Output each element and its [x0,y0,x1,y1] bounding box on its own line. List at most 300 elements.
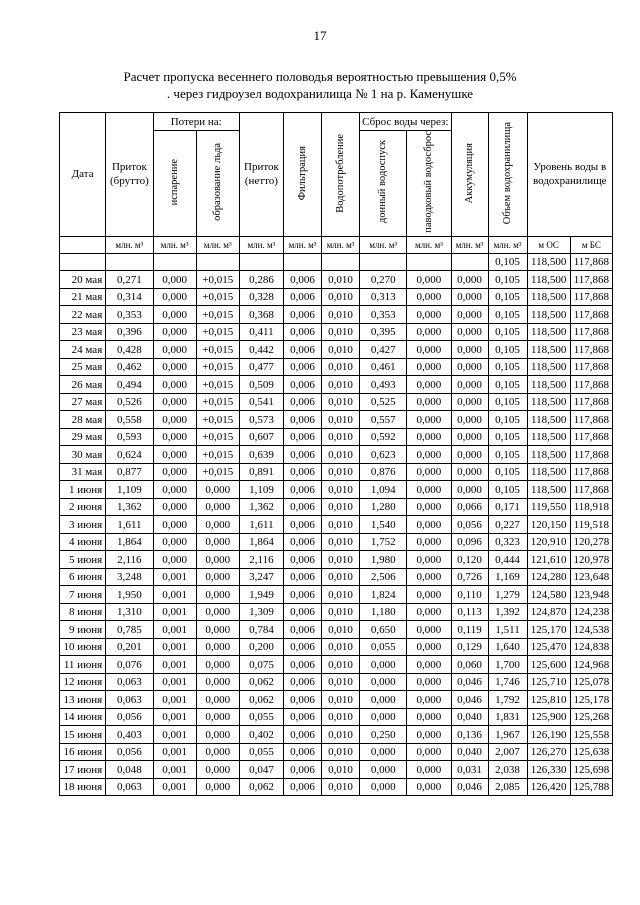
table-cell: 117,868 [570,271,612,289]
date-cell: 4 июня [60,533,106,551]
table-cell: 0,573 [239,411,283,429]
table-cell: 0,000 [451,411,488,429]
table-cell: 0,129 [451,638,488,656]
table-row [60,393,613,411]
table-cell: 1,362 [239,498,283,516]
initial-row [60,253,613,271]
table-cell: 0,000 [451,341,488,359]
table-cell: 0,000 [451,306,488,324]
date-cell: 28 мая [60,411,106,429]
table-cell: 0,784 [239,621,283,639]
table-cell: 0,000 [196,568,239,586]
title-line-2: . через гидроузел водохранилища № 1 на р. Каменушке [166,86,474,101]
table-cell: 0,000 [153,323,196,341]
table-cell: 1,280 [360,498,407,516]
table-cell: 0,006 [284,428,322,446]
table-cell: 0,105 [488,288,527,306]
table-cell: 0,171 [488,498,527,516]
header-inflow-net: Приток (нетто) [239,113,283,237]
table-cell: 0,877 [106,463,153,481]
table-cell: 117,868 [570,288,612,306]
table-cell: 125,178 [570,691,612,709]
header-discharge: Сброс воды через: [360,113,451,131]
table-cell: 0,000 [153,446,196,464]
table-cell: 1,864 [239,533,283,551]
table-cell: 0,006 [284,306,322,324]
date-cell: 29 мая [60,428,106,446]
table-cell: 118,500 [527,288,570,306]
header-water-level: Уровень воды в водохранилище [527,113,612,237]
table-cell: 0,442 [239,341,283,359]
table-cell: 0,593 [106,428,153,446]
table-cell: 0,010 [322,516,360,534]
unit-cell: млн. м³ [106,236,153,253]
table-row [60,376,613,394]
table-cell: 0,000 [451,446,488,464]
table-cell [407,253,451,271]
table-row [60,621,613,639]
table-cell: 0,000 [360,708,407,726]
table-cell: +0,015 [196,393,239,411]
table-cell: 118,500 [527,271,570,289]
table-cell: 125,170 [527,621,570,639]
date-cell: 24 мая [60,341,106,359]
table-cell: 0,110 [451,586,488,604]
table-cell: 0,105 [488,323,527,341]
table-cell: 0,000 [407,743,451,761]
table-cell: 119,550 [527,498,570,516]
table-cell: 0,001 [153,761,196,779]
table-cell: +0,015 [196,428,239,446]
table-cell: 0,010 [322,638,360,656]
table-cell: 125,078 [570,673,612,691]
table-cell: 0,000 [407,621,451,639]
table-cell: 0,000 [407,323,451,341]
table-cell: 117,868 [570,428,612,446]
table-cell: 0,060 [451,656,488,674]
table-cell: +0,015 [196,323,239,341]
table-row [60,761,613,779]
table-cell: 0,461 [360,358,407,376]
table-cell: 0,477 [239,358,283,376]
table-cell: 0,063 [106,673,153,691]
table-cell: 0,056 [106,708,153,726]
table-cell: 0,010 [322,586,360,604]
table-row [60,743,613,761]
table-cell: +0,015 [196,358,239,376]
table-cell: 117,868 [570,411,612,429]
table-cell: 117,868 [570,341,612,359]
date-cell: 21 мая [60,288,106,306]
table-row [60,603,613,621]
table-cell: 3,248 [106,568,153,586]
unit-cell: м БС [570,236,612,253]
table-row [60,358,613,376]
date-cell: 10 июня [60,638,106,656]
table-cell: 118,500 [527,428,570,446]
table-cell: 1,864 [106,533,153,551]
table-cell: 118,500 [527,393,570,411]
table-cell: 0,000 [360,743,407,761]
table-cell: 0,046 [451,691,488,709]
table-cell: 1,109 [106,481,153,499]
table-cell: 0,000 [407,568,451,586]
table-cell: 0,000 [407,341,451,359]
table-row [60,533,613,551]
table-cell: 1,180 [360,603,407,621]
table-cell: 0,010 [322,306,360,324]
date-cell: 26 мая [60,376,106,394]
table-cell: 0,000 [153,498,196,516]
table-row [60,568,613,586]
date-cell: 9 июня [60,621,106,639]
table-cell: 125,638 [570,743,612,761]
table-cell: 118,500 [527,463,570,481]
table-cell: 2,116 [106,551,153,569]
table-cell: 0,006 [284,376,322,394]
table-cell: 0,200 [239,638,283,656]
initial-volume: 0,105 [488,253,527,271]
date-cell: 3 июня [60,516,106,534]
table-cell: 0,010 [322,551,360,569]
table-cell: 117,868 [570,376,612,394]
table-row [60,726,613,744]
table-cell: 0,031 [451,761,488,779]
table-cell: 0,001 [153,778,196,796]
table-cell: 0,006 [284,533,322,551]
table-cell: 0,558 [106,411,153,429]
table-cell: 0,136 [451,726,488,744]
table-cell: 125,470 [527,638,570,656]
table-cell: 0,000 [407,726,451,744]
table-cell: 2,085 [488,778,527,796]
table-cell: 0,001 [153,638,196,656]
table-cell: 0,040 [451,743,488,761]
date-cell: 22 мая [60,306,106,324]
table-cell: 118,500 [527,306,570,324]
unit-cell: млн. м³ [407,236,451,253]
table-cell: 0,010 [322,743,360,761]
table-cell: 118,500 [527,323,570,341]
table-cell: 118,500 [527,341,570,359]
table-cell: 0,047 [239,761,283,779]
table-cell: 0,001 [153,656,196,674]
table-cell: 2,038 [488,761,527,779]
table-cell: 0,000 [153,393,196,411]
date-cell: 6 июня [60,568,106,586]
table-cell [106,253,153,271]
unit-cell-date [60,236,106,253]
table-cell: 117,868 [570,358,612,376]
table-cell [196,253,239,271]
table-cell: 0,006 [284,446,322,464]
table-cell: 0,000 [407,761,451,779]
table-cell: 0,001 [153,743,196,761]
table-cell: 0,010 [322,673,360,691]
header-flood-spillway: паводковый водосброс [407,131,451,237]
table-row [60,323,613,341]
table-cell: 125,900 [527,708,570,726]
table-row [60,288,613,306]
table-cell: 0,541 [239,393,283,411]
table-cell: 0,000 [407,376,451,394]
table-cell: 0,001 [153,586,196,604]
header-ice-formation: образование льда [196,131,239,237]
table-cell: 1,611 [239,516,283,534]
table-cell: 0,040 [451,708,488,726]
table-cell: 0,010 [322,481,360,499]
table-cell: 117,868 [570,323,612,341]
table-cell [451,253,488,271]
table-cell: 0,726 [451,568,488,586]
date-cell: 13 июня [60,691,106,709]
table-cell: 0,006 [284,498,322,516]
table-cell: 0,494 [106,376,153,394]
table-cell: 0,353 [106,306,153,324]
header-water-consumption: Водопотребление [322,113,360,237]
table-cell: 0,010 [322,341,360,359]
date-cell: 1 июня [60,481,106,499]
table-cell: 0,046 [451,673,488,691]
table-cell: 0,010 [322,463,360,481]
table-cell: 1,511 [488,621,527,639]
table-cell: 0,000 [407,288,451,306]
table-cell: 2,007 [488,743,527,761]
table-cell: 0,000 [360,656,407,674]
table-cell: 2,116 [239,551,283,569]
date-cell: 14 июня [60,708,106,726]
table-row [60,551,613,569]
table-cell: 0,006 [284,603,322,621]
table-cell: 2,506 [360,568,407,586]
table-cell: +0,015 [196,271,239,289]
table-cell: 0,063 [106,778,153,796]
table-cell: 0,650 [360,621,407,639]
date-cell: 2 июня [60,498,106,516]
table-cell: 124,838 [570,638,612,656]
table-cell: 120,278 [570,533,612,551]
header-inflow-gross: Приток (брутто) [106,113,153,237]
table-cell: 0,462 [106,358,153,376]
table-cell: 0,075 [239,656,283,674]
table-cell: 1,109 [239,481,283,499]
table-row [60,446,613,464]
table-cell: 0,000 [407,551,451,569]
table-cell: 0,000 [196,586,239,604]
table-cell: 0,201 [106,638,153,656]
table-cell: 125,788 [570,778,612,796]
date-cell: 12 июня [60,673,106,691]
table-cell: 0,227 [488,516,527,534]
table-cell: 124,870 [527,603,570,621]
table-cell: 0,006 [284,691,322,709]
table-cell: 125,698 [570,761,612,779]
table-cell: 0,105 [488,271,527,289]
table-cell: 0,000 [407,446,451,464]
table-cell: 0,270 [360,271,407,289]
table-cell: +0,015 [196,288,239,306]
table-row [60,411,613,429]
table-cell: 0,062 [239,778,283,796]
date-cell: 18 июня [60,778,106,796]
table-row [60,673,613,691]
table-cell: 0,010 [322,761,360,779]
page-number: 17 [313,28,327,43]
table-cell: 0,010 [322,411,360,429]
header-accumulation: Аккумуляция [451,113,488,237]
title-line-1: Расчет пропуска весеннего половодья вероятностью превышения 0,5% [123,69,517,84]
date-cell: 11 июня [60,656,106,674]
table-cell: 0,113 [451,603,488,621]
table-cell: 0,000 [407,533,451,551]
table-cell: 0,006 [284,638,322,656]
table-cell: 0,509 [239,376,283,394]
table-cell: 0,010 [322,708,360,726]
table-cell: 0,623 [360,446,407,464]
table-cell: 0,001 [153,726,196,744]
table-row [60,306,613,324]
table-cell: 0,000 [451,358,488,376]
table-cell: 0,010 [322,358,360,376]
table-cell: 0,001 [153,708,196,726]
table-cell: 0,000 [407,586,451,604]
table-cell: 0,010 [322,271,360,289]
table-cell: 0,403 [106,726,153,744]
flood-passage-table [59,112,613,796]
table-cell: 119,518 [570,516,612,534]
table-cell: 0,001 [153,568,196,586]
table-cell: 0,105 [488,428,527,446]
table-cell: 0,119 [451,621,488,639]
table-cell: 0,000 [451,288,488,306]
table-cell: 0,063 [106,691,153,709]
unit-cell: млн. м³ [322,236,360,253]
table-cell: 0,006 [284,778,322,796]
table-row [60,498,613,516]
table-cell: 0,105 [488,393,527,411]
table-cell: 0,010 [322,691,360,709]
table-cell: 118,500 [527,411,570,429]
table-cell: 126,420 [527,778,570,796]
table-cell: 0,000 [407,411,451,429]
table-cell: 0,010 [322,376,360,394]
table-cell: 0,250 [360,726,407,744]
date-cell: 15 июня [60,726,106,744]
table-cell: 0,000 [196,516,239,534]
table-cell: 0,010 [322,428,360,446]
table-cell: 0,785 [106,621,153,639]
table-cell: 0,000 [451,323,488,341]
table-row [60,428,613,446]
table-cell: 0,000 [153,481,196,499]
table-cell: 0,105 [488,481,527,499]
table-cell: 0,010 [322,533,360,551]
unit-cell: млн. м³ [153,236,196,253]
table-cell: 0,006 [284,586,322,604]
table-cell: 1,279 [488,586,527,604]
table-cell: 0,006 [284,761,322,779]
table-cell: 0,000 [153,533,196,551]
table-cell: 0,105 [488,306,527,324]
table-cell: 118,918 [570,498,612,516]
table-cell: 0,314 [106,288,153,306]
table-cell: 0,055 [239,743,283,761]
table-cell: 0,105 [488,376,527,394]
table-cell: 0,323 [488,533,527,551]
table-cell: 0,006 [284,463,322,481]
table-cell: 0,000 [407,708,451,726]
table-cell: 0,001 [153,673,196,691]
table-cell: 0,000 [451,271,488,289]
table-cell: 0,607 [239,428,283,446]
table-cell: 0,526 [106,393,153,411]
table-cell: 0,000 [196,708,239,726]
table-cell: 0,368 [239,306,283,324]
table-row [60,656,613,674]
table-cell: 0,000 [451,463,488,481]
table-cell: 121,610 [527,551,570,569]
unit-cell: млн. м³ [196,236,239,253]
table-cell: 1,169 [488,568,527,586]
table-cell: 0,000 [407,638,451,656]
table-cell: 0,000 [407,271,451,289]
table-cell: 0,000 [196,481,239,499]
table-cell: 0,000 [153,551,196,569]
table-cell: 0,048 [106,761,153,779]
table-cell: 0,639 [239,446,283,464]
table-cell: 0,876 [360,463,407,481]
table-cell: 117,868 [570,481,612,499]
unit-cell: млн. м³ [284,236,322,253]
table-cell: 0,006 [284,358,322,376]
table-cell: 118,500 [527,481,570,499]
table-cell: 0,010 [322,726,360,744]
table-cell: 126,270 [527,743,570,761]
date-cell: 16 июня [60,743,106,761]
table-cell: 0,046 [451,778,488,796]
table-cell: 0,000 [153,463,196,481]
table-cell: +0,015 [196,306,239,324]
table-cell: 0,000 [407,516,451,534]
table-cell: 120,910 [527,533,570,551]
table-cell: 1,792 [488,691,527,709]
table-cell: 0,000 [153,306,196,324]
table-cell: 120,150 [527,516,570,534]
table-row [60,778,613,796]
table-cell: 0,000 [196,603,239,621]
table-cell: 0,313 [360,288,407,306]
table-cell: +0,015 [196,446,239,464]
table-cell: 0,010 [322,778,360,796]
table-cell: 125,710 [527,673,570,691]
table-cell: 125,600 [527,656,570,674]
units-row [60,236,613,253]
table-cell: 1,611 [106,516,153,534]
table-cell: 0,000 [407,498,451,516]
table-cell: 1,309 [239,603,283,621]
table-cell: 0,000 [451,376,488,394]
table-cell: 0,096 [451,533,488,551]
table-cell: 0,000 [153,271,196,289]
table-cell: 0,000 [153,516,196,534]
table-cell: 0,006 [284,673,322,691]
document-title [0,68,640,102]
table-cell: 0,000 [196,726,239,744]
table-row [60,516,613,534]
table-cell: 0,000 [153,411,196,429]
table-cell: 0,010 [322,656,360,674]
table-cell: 0,062 [239,673,283,691]
